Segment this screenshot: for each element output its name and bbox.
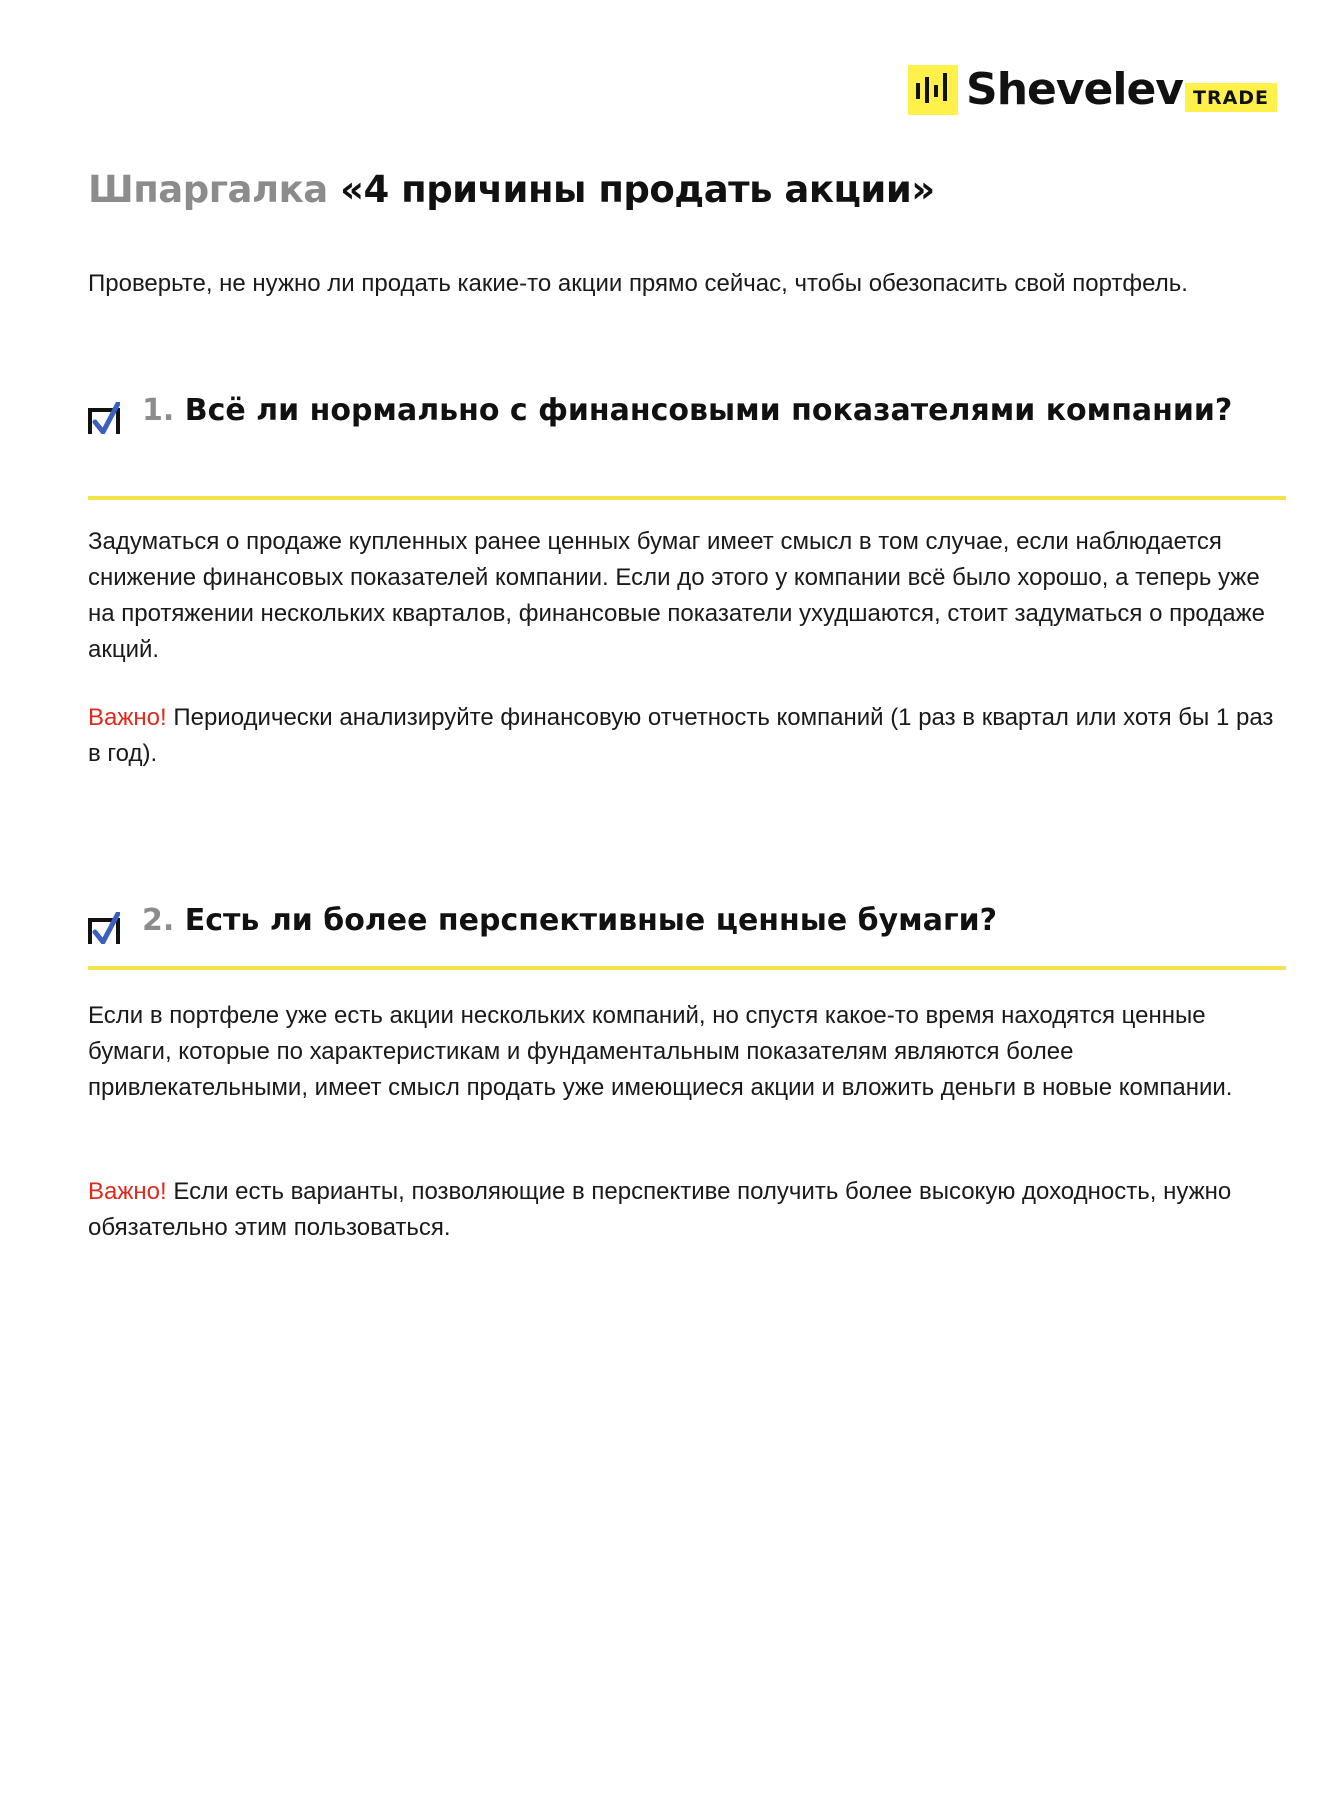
section-1-note-text: Периодически анализируйте финансовую отчетность компаний (1 раз в квартал или хотя бы 1 раз в год). bbox=[88, 704, 1274, 767]
section-1-note bbox=[88, 700, 1288, 772]
logo-suffix-badge: TRADE bbox=[1185, 83, 1277, 112]
section-2-note bbox=[88, 1174, 1288, 1246]
intro-text: Проверьте, не нужно ли продать какие-то акции прямо сейчас, чтобы обезопасить свой портфель. bbox=[88, 270, 1188, 297]
section-2-note-text: Если есть варианты, позволяющие в перспективе получить более высокую доходность, нужно обязательно этим пользоваться. bbox=[88, 1178, 1232, 1241]
checkbox-checked-icon bbox=[88, 912, 120, 944]
section-1-header bbox=[88, 392, 1286, 500]
section-2-body: Если в портфеле уже есть акции нескольких компаний, но спустя какое-то время находятся ценные бумаги, которые по характеристикам и фундаментальным показателям являются более привлекательными, имеет смысл продать уже имеющиеся акции и вложить деньги в новые компании. bbox=[88, 1002, 1233, 1101]
logo-brand-text: Shevelev bbox=[966, 64, 1183, 115]
checkbox-checked-icon bbox=[88, 402, 120, 434]
brand-logo bbox=[908, 62, 1277, 118]
section-2-header bbox=[88, 902, 1286, 970]
title-main: «4 причины продать акции» bbox=[340, 168, 935, 211]
page-title bbox=[88, 168, 935, 211]
section-2-heading bbox=[142, 902, 1286, 940]
section-1-note-label: Важно! bbox=[88, 704, 167, 731]
section-2-note-label: Важно! bbox=[88, 1178, 167, 1205]
section-1-number: 1. bbox=[142, 393, 175, 428]
title-prefix: Шпаргалка bbox=[88, 168, 328, 211]
logo-chart-icon bbox=[908, 65, 958, 115]
section-2-number: 2. bbox=[142, 903, 175, 938]
section-1-title: Всё ли нормально с финансовыми показателями компании? bbox=[184, 393, 1233, 428]
section-1-heading bbox=[142, 392, 1286, 430]
section-1-body: Задуматься о продаже купленных ранее ценных бумаг имеет смысл в том случае, если наблюдается снижение финансовых показателей компании. Если до этого у компании всё было хорошо, а теперь уже на протяжении нескольких кварталов, финансовые показатели ухудшаются, стоит задуматься о продаже акций. bbox=[88, 528, 1265, 663]
section-2-title: Есть ли более перспективные ценные бумаги? bbox=[184, 903, 998, 938]
